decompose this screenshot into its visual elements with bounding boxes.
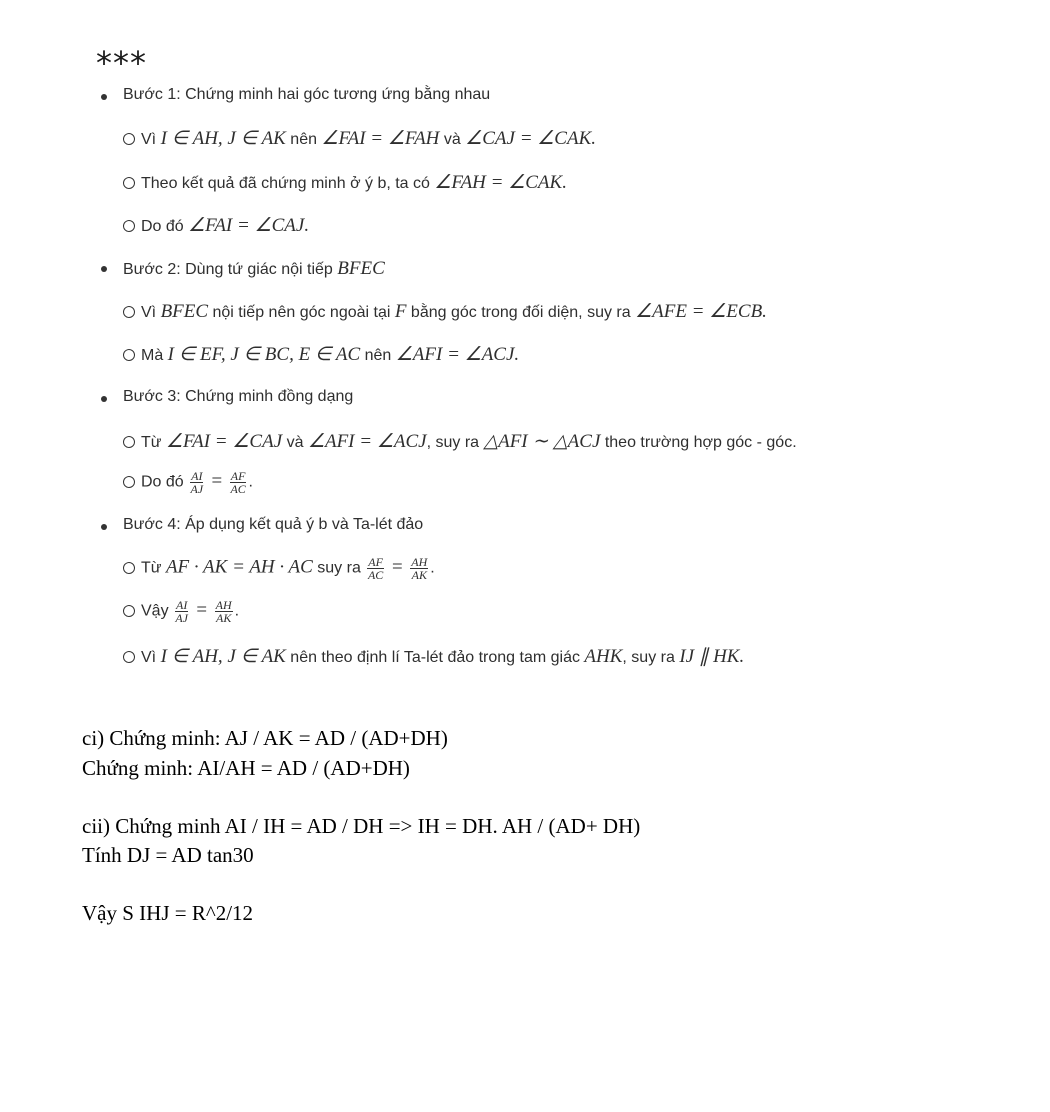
step-2-line-2: Mà I ∈ EF, J ∈ BC, E ∈ AC nên ∠AFI = ∠ACJ. (123, 343, 519, 366)
fraction: $\frac{AF}{AC}$ (230, 469, 246, 496)
hollow-circle-bullet-icon (123, 476, 135, 488)
note-ci-line-2: Chứng minh: AI/AH = AD / (AD+DH) (82, 756, 410, 780)
hollow-circle-bullet-icon (123, 177, 135, 189)
hollow-circle-bullet-icon (123, 220, 135, 232)
hollow-circle-bullet-icon (123, 436, 135, 448)
fraction: $\frac{AI}{AJ}$ (175, 598, 188, 625)
hollow-circle-bullet-icon (123, 306, 135, 318)
step-4-line-2: Vậy $\frac{AI}{AJ}$ = $\frac{AH}{AK}$ . (123, 599, 239, 624)
note-cii-line-2: Tính DJ = AD tan30 (82, 843, 254, 867)
note-ci-line-1: ci) Chứng minh: AJ / AK = AD / (AD+DH) (82, 726, 448, 750)
step-3-line-1: Từ ∠FAI = ∠CAJ và ∠AFI = ∠ACJ, suy ra △AFI ∼ △ACJ theo trường hợp góc - góc. (123, 430, 797, 453)
hollow-circle-bullet-icon (123, 605, 135, 617)
fraction: $\frac{AH}{AK}$ (411, 555, 428, 582)
step-2-line-1: Vì BFEC nội tiếp nên góc ngoài tại F bằng góc trong đối diện, suy ra ∠AFE = ∠ECB. (123, 300, 767, 323)
hollow-circle-bullet-icon (123, 133, 135, 145)
separator-stars: *** (96, 44, 147, 82)
step-1-line-3: Do đó ∠FAI = ∠CAJ. (123, 214, 309, 237)
step-1-heading: Bước 1: Chứng minh hai góc tương ứng bằng nhau (101, 86, 490, 104)
step-1-line-2: Theo kết quả đã chứng minh ở ý b, ta có ∠FAH = ∠CAK. (123, 171, 567, 194)
fraction: $\frac{AF}{AC}$ (367, 555, 384, 582)
hollow-circle-bullet-icon (123, 562, 135, 574)
step-3-heading: Bước 3: Chứng minh đồng dạng (101, 388, 353, 406)
step-4-line-1: Từ AF · AK = AH · AC suy ra $\frac{AF}{AC}$ = $\frac{AH}{AK}$ . (123, 556, 435, 581)
hollow-circle-bullet-icon (123, 349, 135, 361)
fraction: $\frac{AI}{AJ}$ (190, 469, 204, 496)
step-1-line-1: Vì I ∈ AH, J ∈ AK nên ∠FAI = ∠FAH và ∠CAJ = ∠CAK. (123, 127, 596, 150)
step-4-heading: Bước 4: Áp dụng kết quả ý b và Ta-lét đảo (101, 516, 423, 534)
fraction: $\frac{AH}{AK}$ (215, 598, 232, 625)
step-2-heading: Bước 2: Dùng tứ giác nội tiếp BFEC (101, 258, 385, 280)
note-cii-line-1: cii) Chứng minh AI / IH = AD / DH => IH = DH. AH / (AD+ DH) (82, 814, 641, 838)
note-result: Vậy S IHJ = R^2/12 (82, 901, 254, 925)
step-4-line-3: Vì I ∈ AH, J ∈ AK nên theo định lí Ta-lét đảo trong tam giác AHK, suy ra IJ ∥ HK. (123, 645, 744, 668)
hollow-circle-bullet-icon (123, 651, 135, 663)
step-3-line-2: Do đó $\frac{AI}{AJ}$ = $\frac{AF}{AC}$ . (123, 470, 253, 495)
